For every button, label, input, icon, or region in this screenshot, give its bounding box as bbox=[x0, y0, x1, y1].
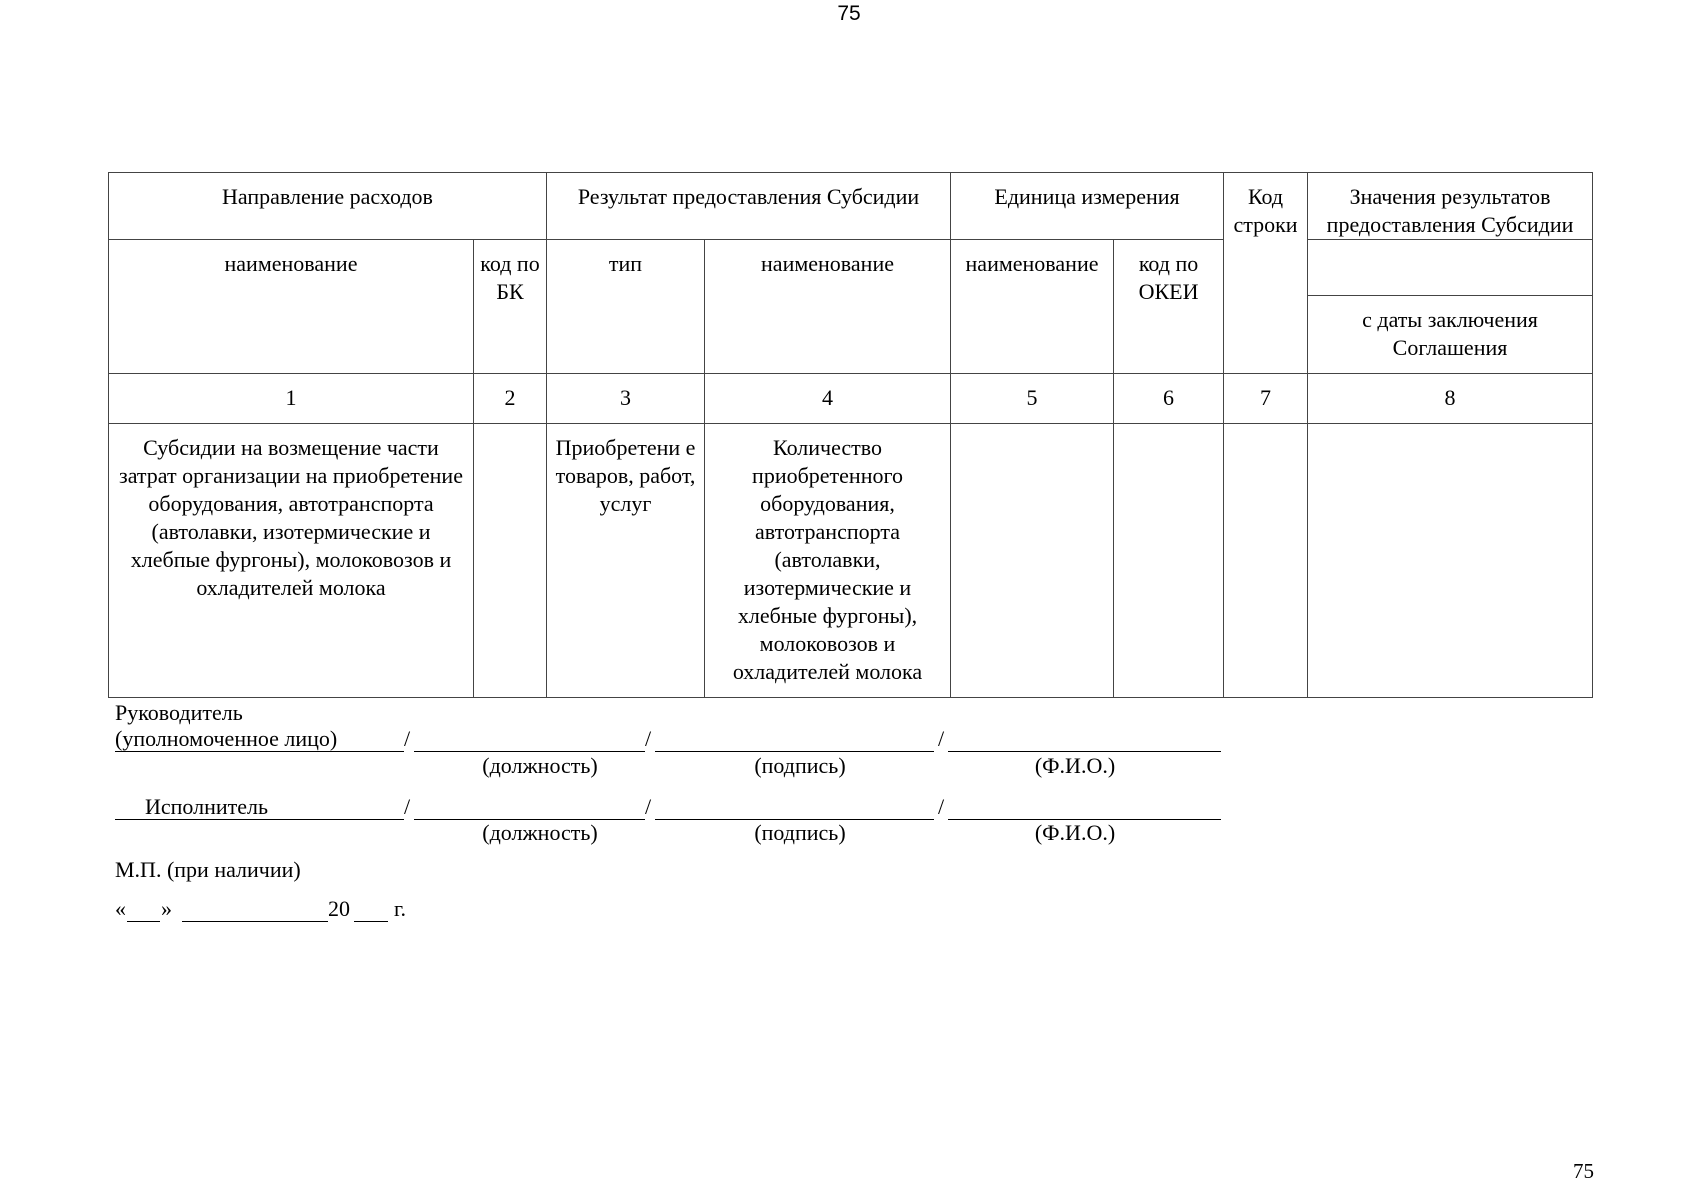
head-label-underline bbox=[115, 751, 404, 752]
stamp-note: М.П. (при наличии) bbox=[115, 857, 301, 882]
date-year-prefix: 20 bbox=[328, 896, 350, 921]
cell-okei-code bbox=[1114, 424, 1224, 698]
head-fio-hint: (Ф.И.О.) bbox=[1034, 753, 1116, 778]
head-label: Руководитель bbox=[115, 700, 243, 725]
header-values: Значения результатов предоставления Субсидии bbox=[1308, 173, 1593, 240]
cell-result-name: Количество приобретенного оборудования, автотранспорта (автолавки, изотермические и хлебные фургоны), молоковозов и охладителей молока bbox=[705, 424, 951, 698]
header-row-code: Код строки bbox=[1224, 173, 1308, 374]
head-signature-hint: (подпись) bbox=[754, 753, 846, 778]
separator: / bbox=[938, 726, 945, 751]
cell-result-type: Приобретени е товаров, работ, услуг bbox=[547, 424, 705, 698]
head-position-hint: (должность) bbox=[482, 753, 598, 778]
col-number: 8 bbox=[1308, 374, 1593, 424]
subheader-unit-name: наименование bbox=[951, 240, 1114, 374]
col-number: 6 bbox=[1114, 374, 1224, 424]
cell-row-code bbox=[1224, 424, 1308, 698]
date-day-line bbox=[127, 921, 160, 922]
col-number: 3 bbox=[547, 374, 705, 424]
date-year-suffix: г. bbox=[394, 896, 407, 921]
date-year-line bbox=[354, 921, 388, 922]
subheader-result-name: наименование bbox=[705, 240, 951, 374]
subheader-from-date: с даты заключения Соглашения bbox=[1308, 296, 1593, 374]
cell-bk-code bbox=[474, 424, 547, 698]
head-fio-line bbox=[948, 751, 1221, 752]
cell-value bbox=[1308, 424, 1593, 698]
header-result: Результат предоставления Субсидии bbox=[547, 173, 951, 240]
head-signature-line bbox=[655, 751, 934, 752]
header-unit: Единица измерения bbox=[951, 173, 1224, 240]
executor-label-underline bbox=[115, 819, 404, 820]
executor-fio-hint: (Ф.И.О.) bbox=[1034, 820, 1116, 845]
date-month-line bbox=[182, 921, 328, 922]
subheader-result-type: тип bbox=[547, 240, 705, 374]
subheader-bk-code: код по БК bbox=[474, 240, 547, 374]
executor-label: Исполнитель bbox=[145, 794, 269, 819]
date-close-quote: » bbox=[161, 896, 172, 921]
header-direction: Направление расходов bbox=[109, 173, 547, 240]
separator: / bbox=[938, 794, 945, 819]
col-number: 7 bbox=[1224, 374, 1308, 424]
page-number-bottom: 75 bbox=[1573, 1159, 1594, 1183]
col-number: 1 bbox=[109, 374, 474, 424]
subheader-direction-name: наименование bbox=[109, 240, 474, 374]
head-position-line bbox=[414, 751, 645, 752]
executor-signature-hint: (подпись) bbox=[754, 820, 846, 845]
header-values-cont bbox=[1308, 240, 1593, 296]
separator: / bbox=[645, 726, 652, 751]
separator: / bbox=[645, 794, 652, 819]
results-table bbox=[108, 172, 1593, 698]
col-number: 5 bbox=[951, 374, 1114, 424]
executor-position-hint: (должность) bbox=[482, 820, 598, 845]
page-number-top: 75 bbox=[837, 2, 861, 25]
date-open-quote: « bbox=[115, 896, 126, 921]
subheader-okei-code: код по ОКЕИ bbox=[1114, 240, 1224, 374]
head-authorized-label: (уполномоченное лицо) bbox=[115, 726, 338, 751]
cell-unit-name bbox=[951, 424, 1114, 698]
col-number: 2 bbox=[474, 374, 547, 424]
separator: / bbox=[404, 794, 411, 819]
col-number: 4 bbox=[705, 374, 951, 424]
cell-expense-direction: Субсидии на возмещение части затрат организации на приобретение оборудования, автотранспорта (автолавки, изотермические и хлебпые фургоны), молоковозов и охладителей молока bbox=[109, 424, 474, 698]
separator: / bbox=[404, 726, 411, 751]
